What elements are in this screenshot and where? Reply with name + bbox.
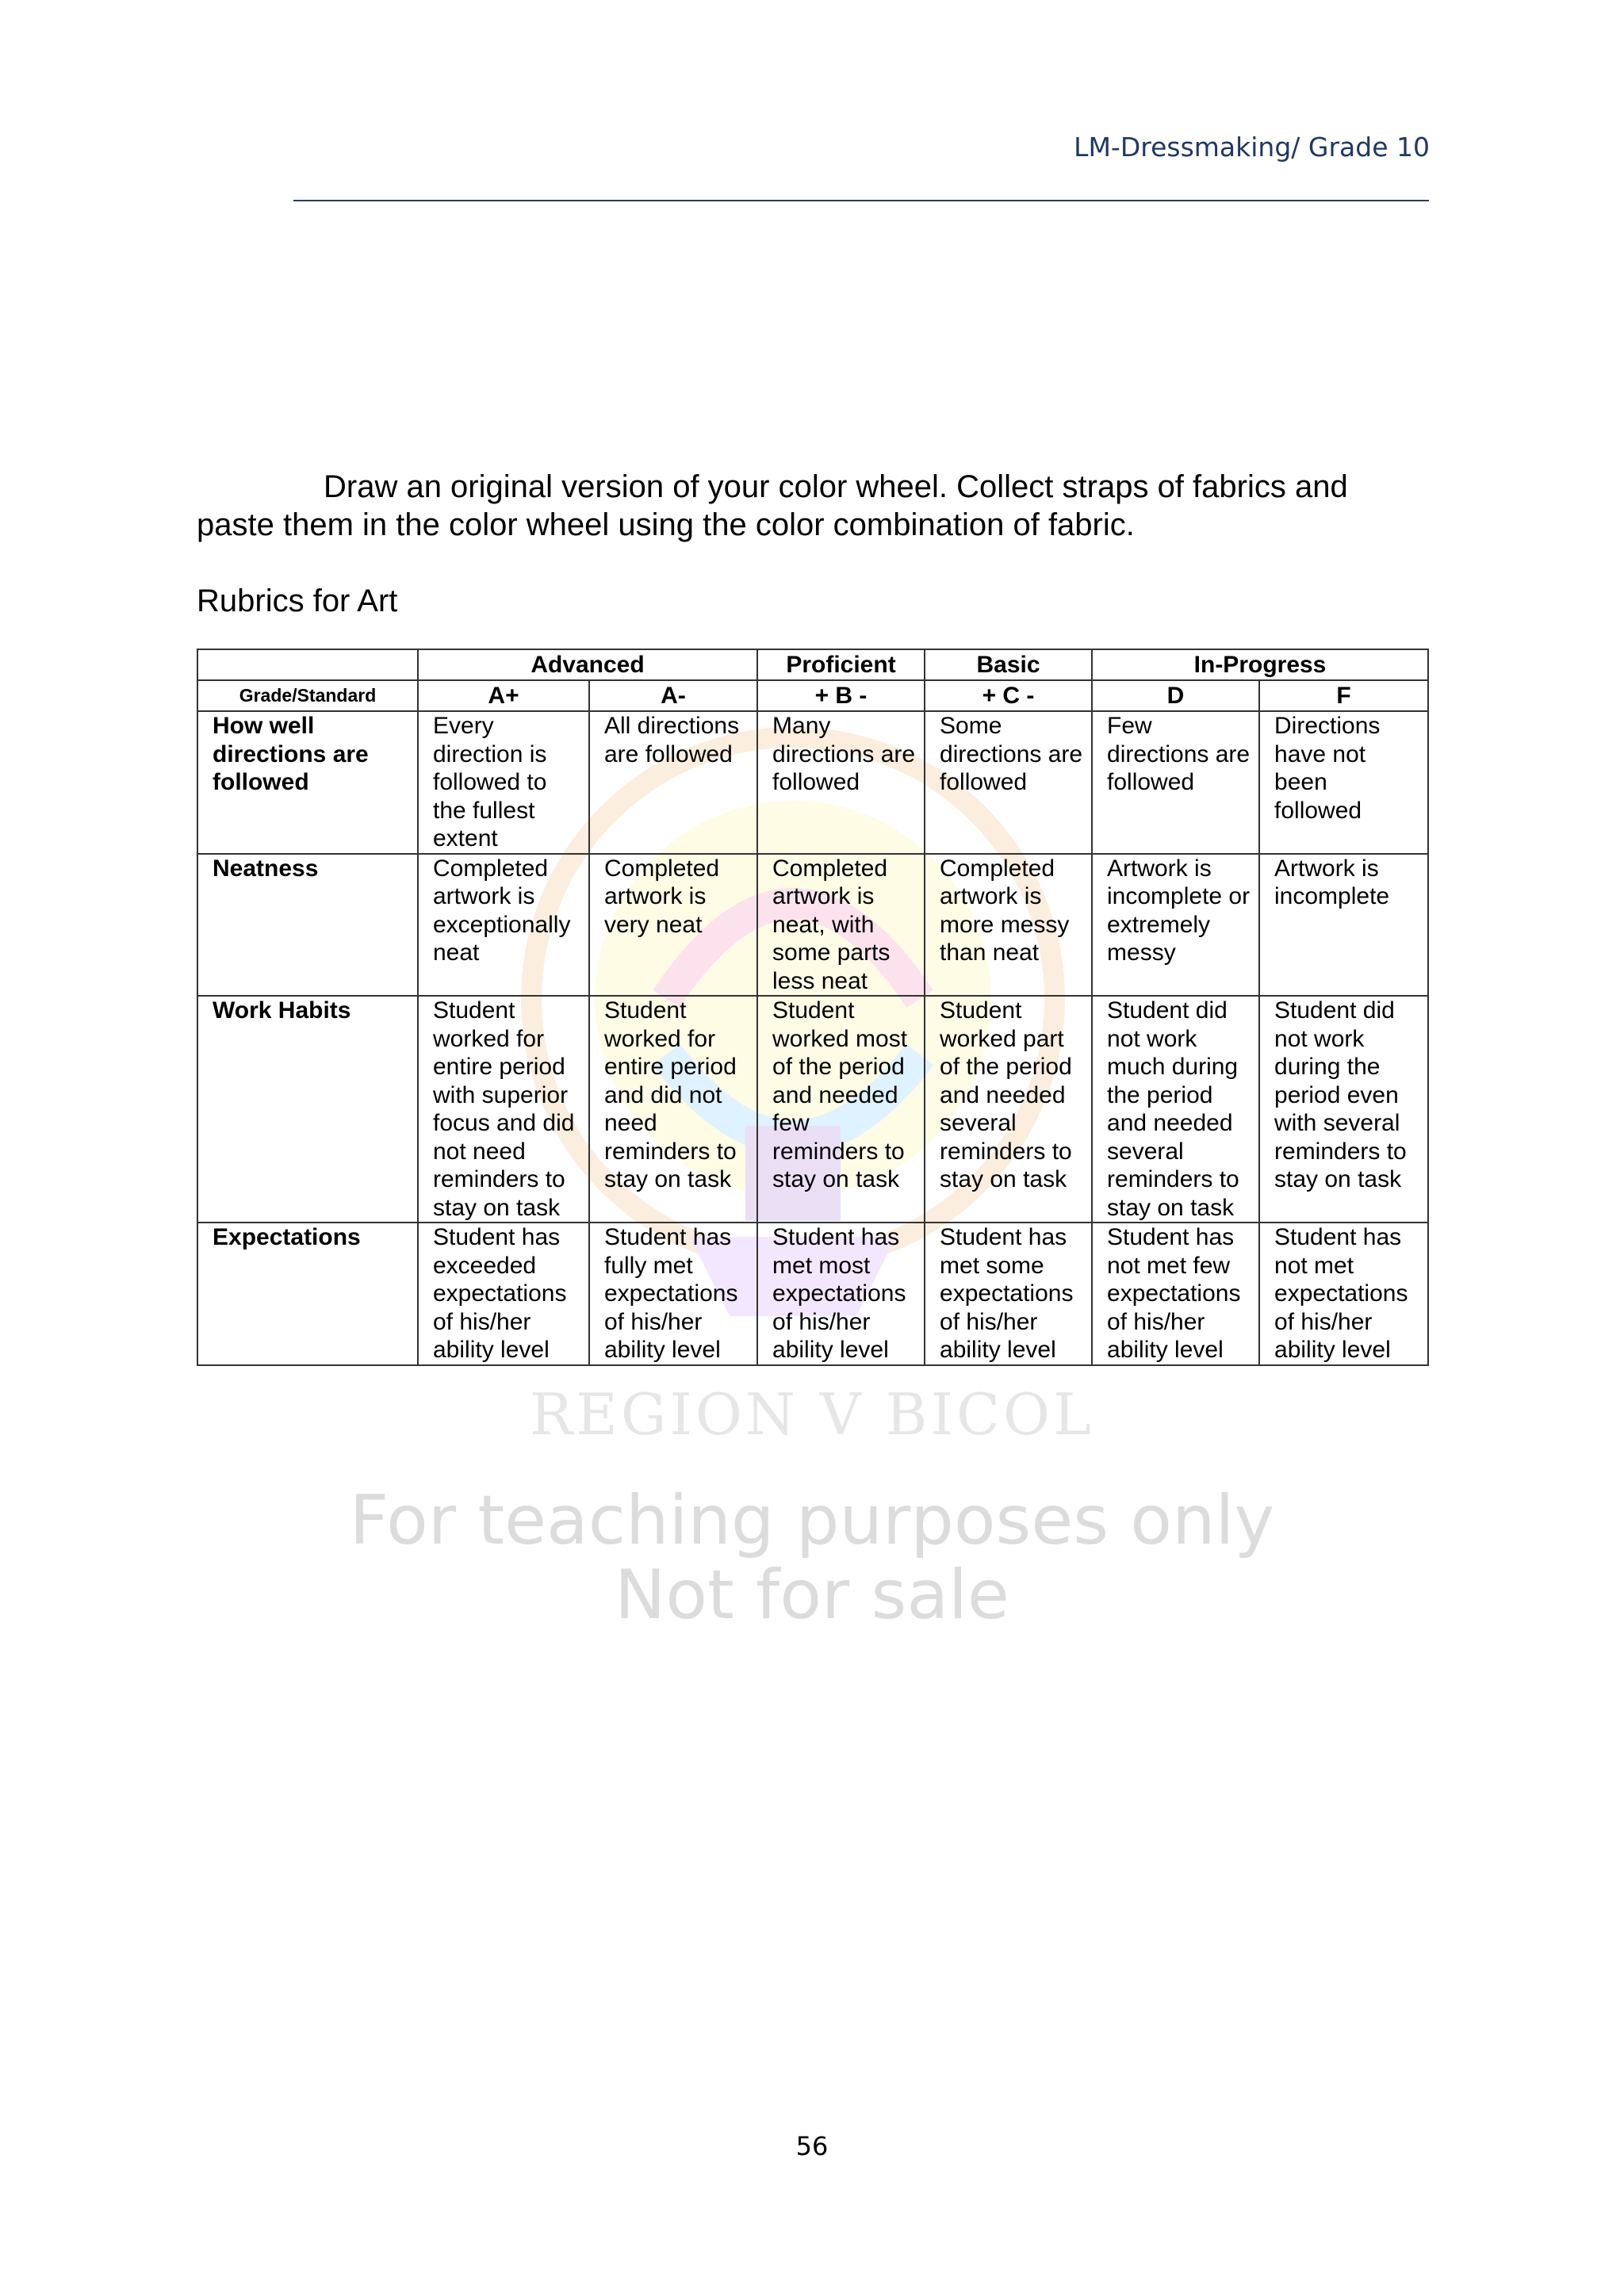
rubric-cell: Student has not met few expectations of his/her ability level xyxy=(1092,1223,1259,1365)
rubric-cell: Student has met most expectations of his/her ability level xyxy=(757,1223,925,1365)
running-header: LM-Dressmaking/ Grade 10 xyxy=(1074,132,1430,163)
region-watermark: REGION V BICOL xyxy=(530,1381,1094,1448)
rubric-cell: Many directions are followed xyxy=(757,711,925,854)
rubric-cell: Directions have not been followed xyxy=(1259,711,1428,854)
criterion-work-habits: Work Habits xyxy=(197,996,418,1223)
grade-a-plus: A+ xyxy=(418,680,589,711)
band-proficient: Proficient xyxy=(757,649,925,680)
rubric-cell: Completed artwork is very neat xyxy=(589,854,757,997)
header-divider xyxy=(293,200,1429,201)
table-row xyxy=(197,996,1428,1223)
rubric-cell: Student did not work during the period even with several reminders to stay on task xyxy=(1259,996,1428,1223)
not-for-sale-watermark: Not for sale xyxy=(615,1556,1009,1635)
band-header-empty xyxy=(197,649,418,680)
rubric-cell: Some directions are followed xyxy=(925,711,1092,854)
band-advanced: Advanced xyxy=(418,649,757,680)
rubric-cell: Every direction is followed to the fullest extent xyxy=(418,711,589,854)
rubric-cell: Student worked part of the period and needed several reminders to stay on task xyxy=(925,996,1092,1223)
table-row xyxy=(197,711,1428,854)
band-header-row xyxy=(197,649,1428,680)
rubric-cell: Student worked for entire period and did not need reminders to stay on task xyxy=(589,996,757,1223)
rubric-cell: Student has met some expectations of his/her ability level xyxy=(925,1223,1092,1365)
grade-a-minus: A- xyxy=(589,680,757,711)
band-in-progress: In-Progress xyxy=(1092,649,1428,680)
instructions-line-1: Draw an original version of your color wheel. Collect straps of fabrics and xyxy=(324,469,1348,504)
grade-header-row xyxy=(197,680,1428,711)
grade-b: + B - xyxy=(757,680,925,711)
rubric-cell: Student worked for entire period with superior focus and did not need reminders to stay on task xyxy=(418,996,589,1223)
rubric-title: Rubrics for Art xyxy=(197,584,398,618)
instructions-paragraph xyxy=(197,468,1434,544)
rubric-cell: Completed artwork is neat, with some parts less neat xyxy=(757,854,925,997)
rubric-cell: Student has fully met expectations of his/her ability level xyxy=(589,1223,757,1365)
criterion-expectations: Expectations xyxy=(197,1223,418,1365)
criterion-directions: How well directions are followed xyxy=(197,711,418,854)
table-row xyxy=(197,1223,1428,1365)
rubric-cell: Student has not met expectations of his/her ability level xyxy=(1259,1223,1428,1365)
criterion-neatness: Neatness xyxy=(197,854,418,997)
rubric-cell: Few directions are followed xyxy=(1092,711,1259,854)
grade-f: F xyxy=(1259,680,1428,711)
rubric-cell: Artwork is incomplete or extremely messy xyxy=(1092,854,1259,997)
instructions-line-2: paste them in the color wheel using the color combination of fabric. xyxy=(197,507,1135,542)
band-basic: Basic xyxy=(925,649,1092,680)
grade-c: + C - xyxy=(925,680,1092,711)
rubric-cell: Student has exceeded expectations of his/her ability level xyxy=(418,1223,589,1365)
rubric-cell: Student worked most of the period and needed few reminders to stay on task xyxy=(757,996,925,1223)
grade-standard-label: Grade/Standard xyxy=(197,680,418,711)
rubric-cell: Artwork is incomplete xyxy=(1259,854,1428,997)
rubric-table xyxy=(197,649,1429,1366)
rubric-cell: Completed artwork is exceptionally neat xyxy=(418,854,589,997)
teaching-watermark: For teaching purposes only xyxy=(349,1481,1275,1560)
page-number: 56 xyxy=(795,2131,829,2161)
rubric-cell: Student did not work much during the period and needed several reminders to stay on task xyxy=(1092,996,1259,1223)
rubric-cell: All directions are followed xyxy=(589,711,757,854)
grade-d: D xyxy=(1092,680,1259,711)
rubric-cell: Completed artwork is more messy than neat xyxy=(925,854,1092,997)
table-row xyxy=(197,854,1428,997)
